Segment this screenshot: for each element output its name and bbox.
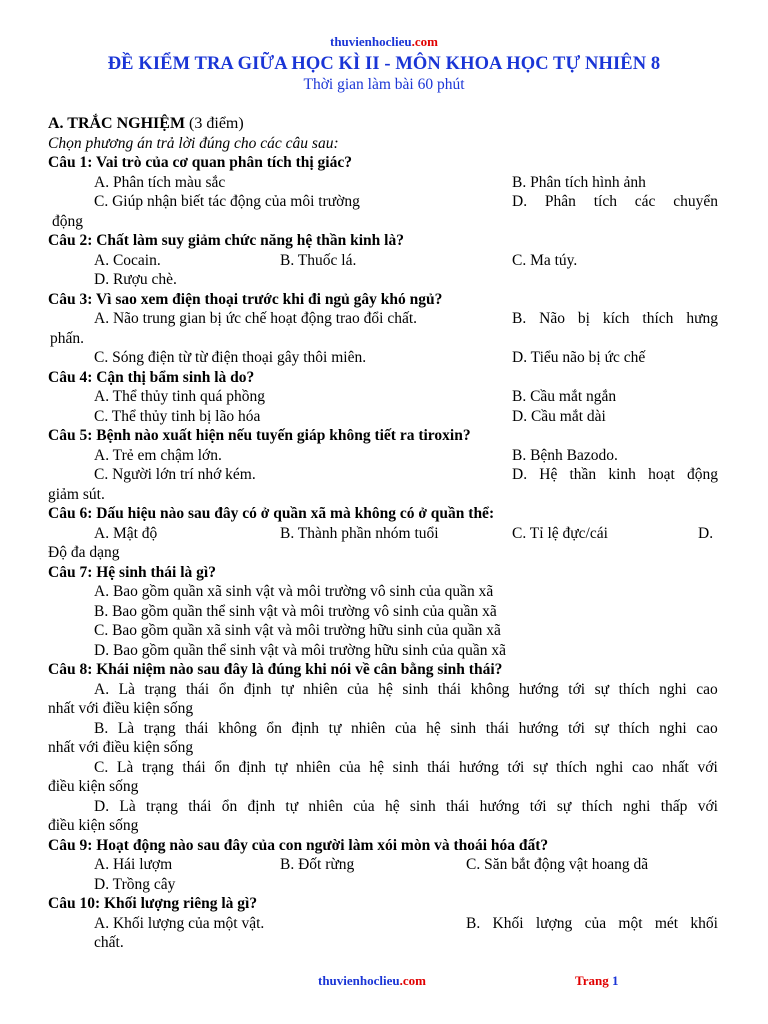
word: sự <box>594 719 609 737</box>
word: B. <box>94 719 109 737</box>
word: thích <box>556 758 588 776</box>
word: thái <box>427 758 451 776</box>
word: của <box>347 680 369 698</box>
word: nghi <box>622 797 651 815</box>
q10-options-ab <box>48 914 718 934</box>
q1-options-ab <box>48 173 718 193</box>
word: ổn <box>266 719 282 737</box>
question-7 <box>48 563 718 583</box>
q8-option-b <box>48 719 718 739</box>
option-b <box>466 914 718 934</box>
q9-options-abc <box>48 855 718 875</box>
word: hướng <box>518 680 559 698</box>
q8-option-a-cont <box>48 699 718 719</box>
question-text: Câu 7: Hệ sinh thái là gì? <box>48 563 216 581</box>
word: thích <box>618 680 650 698</box>
option-d-continued: động <box>52 212 83 230</box>
option-d: D. <box>698 524 714 542</box>
word: kích <box>602 310 630 327</box>
q2-option-d <box>48 270 718 290</box>
word: tự <box>285 797 299 815</box>
word: tới <box>507 758 525 776</box>
word: Là <box>118 680 135 698</box>
word: trạng <box>143 719 176 737</box>
question-2 <box>48 231 718 251</box>
option-b: B. Bao gồm quần thể sinh vật và môi trường vô sinh của quần xã <box>94 602 497 620</box>
section-title: A. TRẮC NGHIỆM <box>48 115 186 132</box>
q5-options-cd <box>48 465 718 485</box>
q2-options-abc <box>48 251 718 271</box>
q3-option-b-cont <box>48 329 718 349</box>
word: bị <box>577 310 590 327</box>
word: của <box>395 719 417 737</box>
option-b: B. Thành phần nhóm tuổi <box>280 524 439 542</box>
option-b-continued: phấn. <box>50 329 85 347</box>
word: nghi <box>595 758 624 776</box>
word: trạng <box>144 680 177 698</box>
q10-option-b-cont <box>48 933 718 953</box>
option-a: A. Trẻ em chậm lớn. <box>94 446 222 464</box>
option-d <box>512 465 718 485</box>
section-points: (3 điểm) <box>189 115 244 132</box>
word: B. <box>466 914 481 932</box>
word: nghi <box>659 680 687 698</box>
word: sinh <box>409 797 436 815</box>
q8-option-a <box>48 680 718 700</box>
option-d: D. Rượu chè. <box>94 271 177 288</box>
q7-option-b <box>48 602 718 622</box>
q8-option-c-cont <box>48 777 718 797</box>
option-d-continued: giảm sút. <box>48 485 105 503</box>
word: hướng <box>479 797 520 815</box>
option-d-continued: Độ đa dạng <box>48 544 120 561</box>
word: của <box>584 914 607 932</box>
option-d: D. Bao gồm quần thể sinh vật và môi trường hữu sinh của quần xã <box>94 641 506 659</box>
word: thích <box>642 310 674 327</box>
word: hệ <box>384 797 400 815</box>
word: kinh <box>608 466 636 483</box>
question-9 <box>48 836 718 856</box>
word: thái <box>182 758 206 776</box>
word: định <box>243 680 272 698</box>
question-8 <box>48 660 718 680</box>
option-a: A. Phân tích màu sắc <box>94 173 226 191</box>
option-b-line-2: nhất với điều kiện sống <box>48 739 194 756</box>
q3-options-ab <box>48 309 718 329</box>
word: thái <box>437 680 462 698</box>
option-c-line-2: điều kiện sống <box>48 778 139 795</box>
option-a: A. Cocain. <box>94 251 161 269</box>
option-c-line-1 <box>94 758 718 778</box>
word: C. <box>94 758 109 776</box>
word: hoạt <box>648 466 675 483</box>
word: thích <box>618 719 650 737</box>
word: sự <box>594 680 610 698</box>
question-6 <box>48 504 718 524</box>
option-d: D. Tiểu não bị ức chế <box>512 349 646 366</box>
word: hướng <box>518 719 559 737</box>
word: các <box>634 193 656 210</box>
q7-option-d <box>48 641 718 661</box>
option-b: B. Phân tích hình ảnh <box>512 173 646 191</box>
q4-options-ab <box>48 387 718 407</box>
site-name: thuvienhoclieu <box>318 973 400 988</box>
question-text: Câu 1: Vai trò của cơ quan phân tích thị giác? <box>48 154 352 171</box>
question-text: Câu 5: Bệnh nào xuất hiện nếu tuyến giáp không tiết ra tiroxin? <box>48 427 471 444</box>
option-a: A. Bao gồm quần xã sinh vật và môi trường vô sinh của quần xã <box>94 583 494 600</box>
word: Là <box>116 758 134 776</box>
option-a: A. Não trung gian bị ức chế hoạt động trao đổi chất. <box>94 310 418 327</box>
option-d-line-2: điều kiện sống <box>48 817 139 834</box>
word: thái <box>185 719 209 737</box>
question-4 <box>48 368 718 388</box>
word: thấp <box>660 797 688 815</box>
word: Hệ <box>539 466 558 483</box>
page-label: Trang <box>575 973 609 988</box>
word: D. <box>512 466 528 483</box>
option-b-line-1 <box>94 719 718 739</box>
word: ổn <box>221 797 238 815</box>
option-c: C. Giúp nhận biết tác động của môi trường <box>94 193 360 210</box>
word: nhiên <box>303 680 338 698</box>
word: hệ <box>426 719 441 737</box>
option-a-line-1 <box>94 680 718 700</box>
word: sinh <box>402 680 429 698</box>
word: hướng <box>459 758 499 776</box>
option-d-line-1 <box>94 797 718 817</box>
word: thái <box>188 797 212 815</box>
word: tự <box>328 719 342 737</box>
question-1 <box>48 153 718 173</box>
question-3 <box>48 290 718 310</box>
word: thần <box>569 466 597 483</box>
word: thái <box>446 797 470 815</box>
footer-site-name <box>318 973 426 989</box>
option-b-continued: chất. <box>94 934 124 951</box>
word: sự <box>556 797 572 815</box>
q8-option-d-cont <box>48 816 718 836</box>
option-d: D. Trồng cây <box>94 875 176 893</box>
word: tới <box>568 719 585 737</box>
q7-option-c <box>48 621 718 641</box>
q1-option-d-cont <box>48 212 718 232</box>
q9-option-d <box>48 875 718 895</box>
q7-option-a <box>48 582 718 602</box>
question-text: Câu 3: Vì sao xem điện thoại trước khi đi ngủ gây khó ngủ? <box>48 290 443 308</box>
word: B. <box>512 310 527 327</box>
word: với <box>697 797 718 815</box>
word: thích <box>581 797 613 815</box>
word: không <box>470 680 510 698</box>
word: mét <box>654 914 679 932</box>
word: sinh <box>450 719 477 737</box>
site-name-header <box>0 34 768 50</box>
option-b: B. Bệnh Bazodo. <box>512 446 618 464</box>
word: định <box>238 758 267 776</box>
word: với <box>697 758 718 776</box>
q8-option-d <box>48 797 718 817</box>
q5-options-ab <box>48 446 718 466</box>
option-c: C. Bao gồm quần xã sinh vật và môi trường hữu sinh của quần xã <box>94 622 501 639</box>
question-text: Câu 6: Dấu hiệu nào sau đây có ở quần xã mà không có ở quần thể: <box>48 505 495 522</box>
q5-option-d-cont <box>48 485 718 505</box>
option-c: C. Người lớn trí nhớ kém. <box>94 466 256 483</box>
word: thái <box>485 719 510 737</box>
word: của <box>339 758 361 776</box>
q6-options <box>48 524 718 544</box>
word: ổn <box>218 680 235 698</box>
word: ổn <box>214 758 230 776</box>
option-a: A. Hái lượm <box>94 856 173 873</box>
word: hưng <box>686 310 718 327</box>
question-text: Câu 8: Khái niệm nào sau đây là đúng khi nói về cân bằng sinh thái? <box>48 661 503 678</box>
word: thái <box>185 680 210 698</box>
q6-option-d-cont <box>48 543 718 563</box>
exam-content <box>48 114 718 953</box>
word: nhất <box>662 758 689 776</box>
word: D. <box>512 193 528 210</box>
word: trạng <box>146 797 178 815</box>
option-a-line-2: nhất với điều kiện sống <box>48 700 194 717</box>
word: lượng <box>535 914 573 932</box>
q3-options-cd <box>48 348 718 368</box>
question-text: Câu 10: Khối lượng riêng là gì? <box>48 895 258 912</box>
word: D. <box>94 797 110 815</box>
word: động <box>686 466 718 483</box>
option-c: C. Ma túy. <box>512 251 578 269</box>
q8-option-c <box>48 758 718 778</box>
exam-title: ĐỀ KIỂM TRA GIỮA HỌC KÌ II - MÔN KHOA HỌC TỰ NHIÊN 8 <box>107 54 661 74</box>
q1-options-cd <box>48 192 718 212</box>
word: tự <box>280 680 294 698</box>
option-c: C. Sóng điện từ từ điện thoại gây thôi miên. <box>94 349 367 366</box>
option-a: A. Khối lượng của một vật. <box>94 914 265 932</box>
exam-duration: Thời gian làm bài 60 phút <box>303 76 465 93</box>
word: nhiên <box>296 758 331 776</box>
option-a: A. Mật độ <box>94 524 158 542</box>
page-number-value: 1 <box>611 973 619 988</box>
word: chuyển <box>673 193 718 210</box>
option-b: B. Cầu mắt ngắn <box>512 388 617 405</box>
question-5 <box>48 426 718 446</box>
word: một <box>618 914 643 932</box>
word: Phân <box>544 193 576 210</box>
word: nhiên <box>350 719 386 737</box>
option-a: A. Thể thủy tinh quá phồng <box>94 388 266 405</box>
word: sinh <box>392 758 419 776</box>
word: cao <box>696 680 718 698</box>
q8-option-b-cont <box>48 738 718 758</box>
option-b <box>512 309 718 329</box>
option-d <box>512 192 718 212</box>
option-c: C. Săn bắt động vật hoang dã <box>466 856 649 873</box>
word: cao <box>696 719 718 737</box>
instruction-text: Chọn phương án trả lời đúng cho các câu sau: <box>48 134 339 152</box>
word: sự <box>533 758 548 776</box>
word: định <box>291 719 320 737</box>
word: cao <box>631 758 654 776</box>
option-c: C. Thể thủy tinh bị lão hóa <box>94 407 261 425</box>
word: định <box>247 797 276 815</box>
word: khối <box>690 914 718 932</box>
instruction <box>48 134 718 154</box>
word: nghi <box>659 719 687 737</box>
section-heading <box>48 114 718 134</box>
option-b: B. Thuốc lá. <box>280 251 357 269</box>
word: tới <box>568 680 586 698</box>
word: hệ <box>369 758 384 776</box>
word: hệ <box>378 680 393 698</box>
word: trạng <box>141 758 174 776</box>
word: A. <box>94 680 110 698</box>
word: tự <box>274 758 288 776</box>
word: Là <box>117 719 135 737</box>
question-text: Câu 9: Hoạt động nào sau đây của con người làm xói mòn và thoái hóa đất? <box>48 836 549 854</box>
site-name: thuvienhoclieu <box>330 34 412 49</box>
q4-options-cd <box>48 407 718 427</box>
word: tới <box>529 797 547 815</box>
site-domain: .com <box>411 34 438 49</box>
question-10 <box>48 894 718 914</box>
question-text: Câu 4: Cận thị bẩm sinh là do? <box>48 368 255 386</box>
option-b: B. Đốt rừng <box>280 856 355 873</box>
option-d: D. Cầu mắt dài <box>512 407 606 425</box>
word: của <box>353 797 375 815</box>
word: nhiên <box>308 797 343 815</box>
word: không <box>218 719 257 737</box>
word: tích <box>593 193 617 210</box>
word: Là <box>119 797 136 815</box>
option-c: C. Tỉ lệ đực/cái <box>512 524 608 542</box>
word: Khối <box>492 914 524 932</box>
word: Não <box>539 310 565 327</box>
question-text: Câu 2: Chất làm suy giảm chức năng hệ thần kinh là? <box>48 232 404 249</box>
site-domain: .com <box>399 973 426 988</box>
page-number <box>575 973 618 989</box>
